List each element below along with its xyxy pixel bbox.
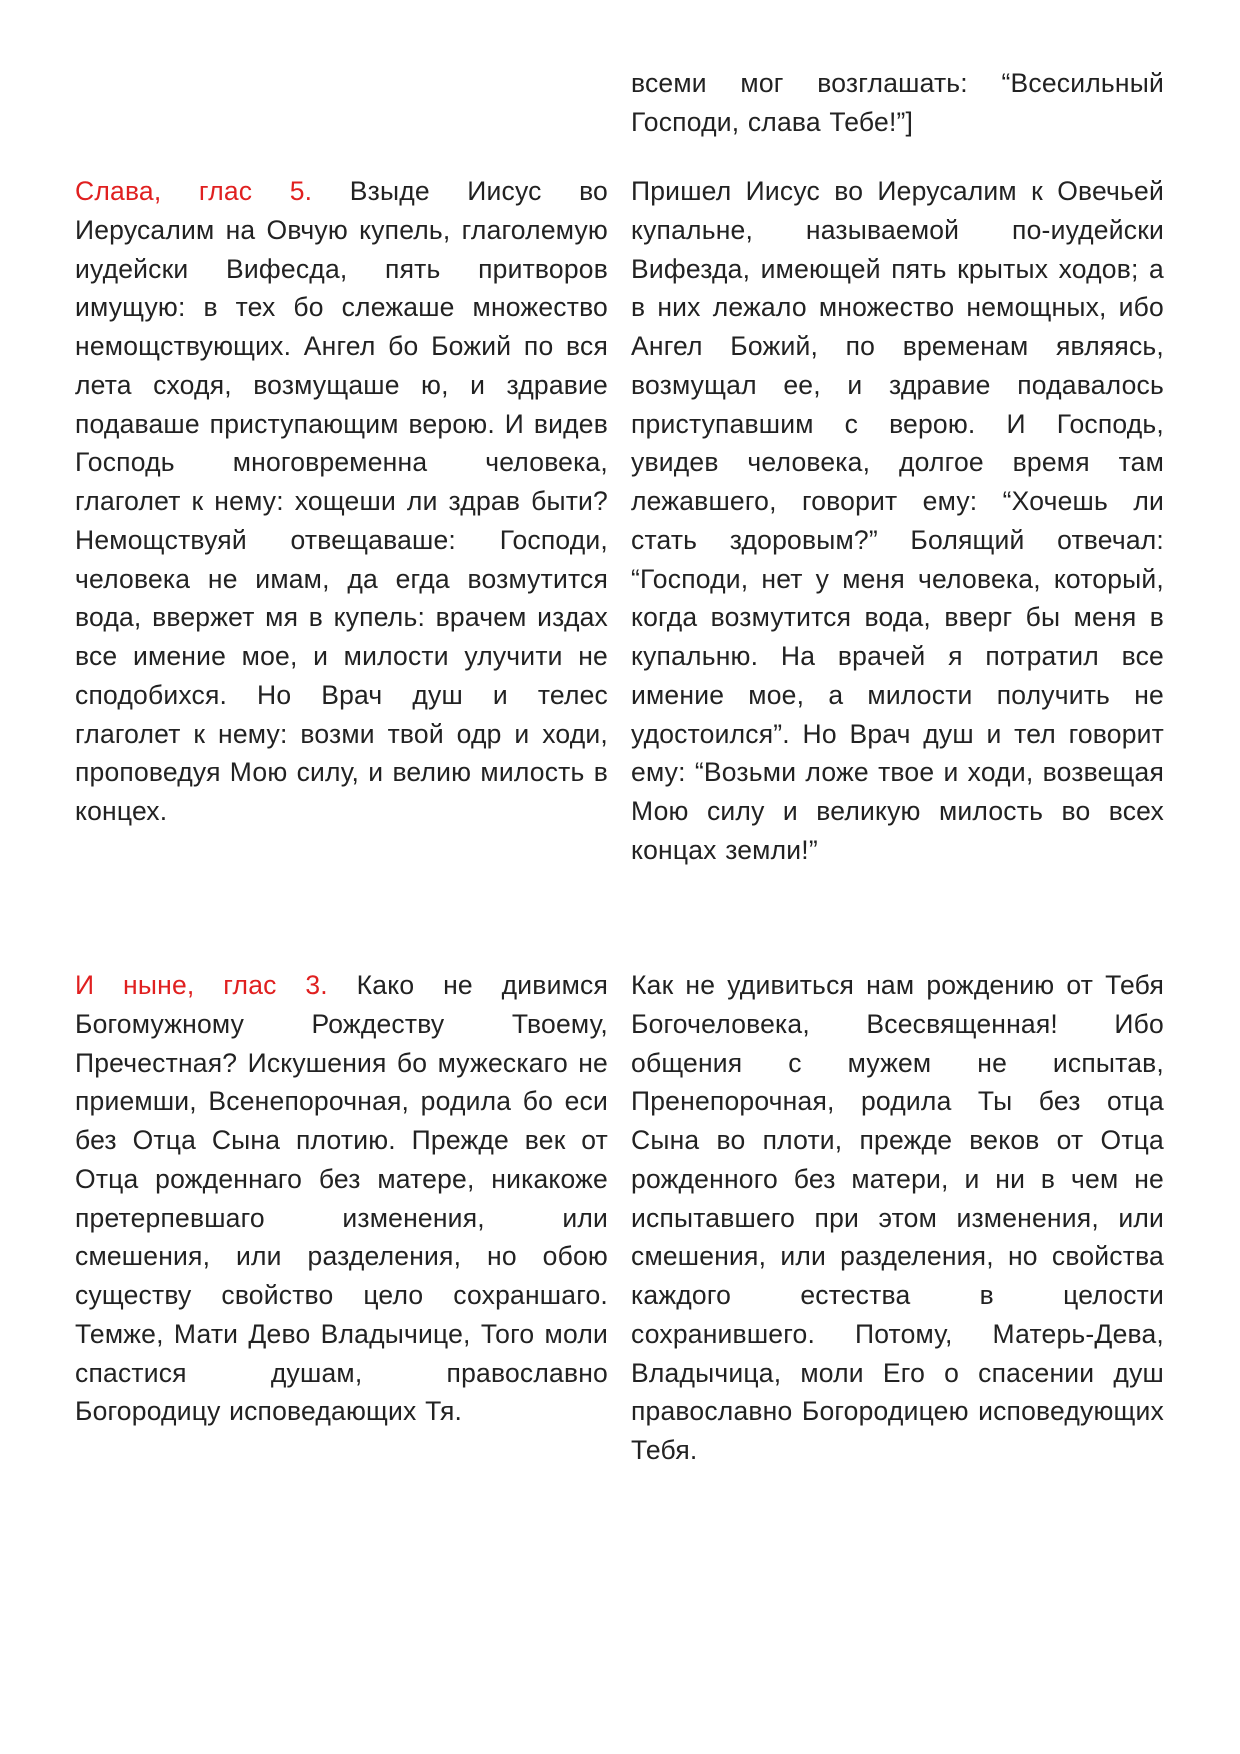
i-nyne-slavonic-text: Како не дивимся Богомужному Рождеству Твоему, Пречестная? Искушения бо мужескаго не приемши, Всенепорочная, родила бо еси без Отца Сына плотию. Прежде век от Отца рожденнаго без матере, никакоже претерпевшаго изменения, или смешения, или разделения, но обою существу свойство цело сохраншаго. Темже, Мати Дево Владычице, Того моли спастися душам, православно Богородицу исповедающих Тя.	[75, 970, 608, 1427]
continuation-translation-text: всеми мог возглашать: “Всесильный Господи, слава Тебе!”]	[631, 68, 1164, 137]
i-nyne-rubric: И ныне, глас 3.	[75, 970, 328, 1000]
i-nyne-translation-text: Как не удивиться нам рождению от Тебя Богочеловека, Всесвященная! Ибо общения с мужем не испытав, Пренепорочная, родила Ты без отца Сына во плоти, прежде веков от Отца рожденного без матери, и ни в чем не испытавшего при этом изменения, или смешения, или разделения, но свойства каждого естества в целости сохранившего. Потому, Матерь-Дева, Владычица, моли Его о спасении душ православно Богородицею исповедующих Тебя.	[631, 970, 1164, 1465]
i-nyne-slavonic-paragraph	[75, 966, 608, 1431]
slava-slavonic-text: Взыде Иисус во Иерусалим на Овчую купель, глаголемую иудейски Вифесда, пять притворов имущую: в тех бо слежаше множество немощствующих. Ангел бо Божий по вся лета сходя, возмущаше ю, и здравие подаваше приступающим верою. И видев Господь многовременна человека, глаголет к нему: хощеши ли здрав быти? Немощствуяй отвещаваше: Господи, человека не имам, да егда возмутится вода, ввержет мя в купель: врачем издах все имение мое, и милости улучити не сподобихся. Но Врач душ и телес глаголет к нему: возми твой одр и ходи, проповедуя Мою силу, и велию милость в концех.	[75, 176, 608, 826]
slava-translation-text: Пришел Иисус во Иерусалим к Овечьей купальне, называемой по-иудейски Вифезда, имеющей пять крытых ходов; а в них лежало множество немощных, ибо Ангел Божий, по временам являясь, возмущал ее, и здравие подавалось приступавшим с верою. И Господь, увидев человека, долгое время там лежавшего, говорит ему: “Хочешь ли стать здоровым?” Болящий отвечал: “Господи, нет у меня человека, который, когда возмутится вода, вверг бы меня в купальню. На врачей я потратил все имение мое, а милости получить не удостоился”. Но Врач душ и тел говорит ему: “Возьми ложе твое и ходи, возвещая Мою силу и великую милость во всех концах земли!”	[631, 176, 1164, 865]
slava-slavonic-paragraph	[75, 172, 608, 831]
slava-rubric: Слава, глас 5.	[75, 176, 313, 206]
